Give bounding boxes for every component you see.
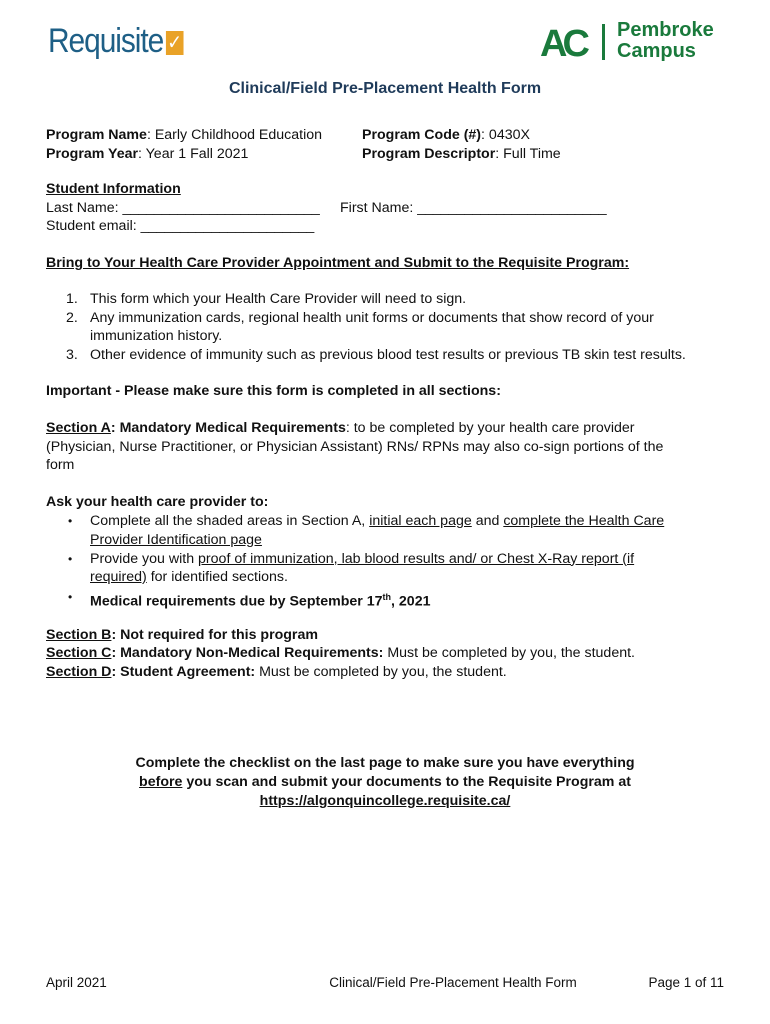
bullet-icon: • — [68, 551, 73, 566]
section-d — [46, 663, 507, 682]
program-code — [362, 126, 530, 145]
due-date-year: , 2021 — [391, 593, 431, 610]
campus-name — [617, 20, 714, 62]
section-d-title: : Student Agreement: — [111, 663, 256, 680]
program-descriptor — [362, 145, 561, 164]
program-name-label: Program Name — [46, 127, 147, 143]
section-a-text-3: form — [46, 457, 75, 473]
last-name-field[interactable]: Last Name: _________________________ — [46, 199, 320, 216]
bullet-text: for identified sections. — [146, 569, 288, 585]
section-b-label: Section B — [46, 626, 112, 643]
list-item — [0, 290, 770, 309]
requisite-logo — [48, 22, 183, 61]
checklist-line-1: Complete the checklist on the last page to make sure you have everything — [135, 755, 635, 771]
program-year-value: : Year 1 Fall 2021 — [138, 145, 249, 162]
program-year-label: Program Year — [46, 145, 139, 162]
section-a-label: Section A — [46, 420, 111, 436]
ac-logo-mark: AC — [540, 23, 585, 62]
program-year — [46, 145, 248, 164]
section-a-text: : to be completed by your health care provider — [345, 420, 635, 436]
section-b-title: : Not required for this program — [111, 626, 318, 643]
important-note: Important - Please make sure this form is completed in all sections: — [46, 383, 501, 399]
footer-title: Clinical/Field Pre-Placement Health Form — [329, 975, 577, 990]
program-code-label: Program Code (#) — [362, 127, 482, 143]
campus-line-2: Campus — [617, 40, 696, 62]
campus-line-1: Pembroke — [617, 19, 714, 41]
bullet-item — [0, 588, 770, 610]
bullet-text: Provide you with — [90, 550, 199, 567]
section-d-label: Section D — [46, 663, 112, 680]
section-c-text: Must be completed by you, the student. — [383, 645, 635, 661]
bullet-item — [0, 550, 770, 569]
initial-each-page-text: initial each page — [369, 513, 472, 529]
bullet-text-cont — [90, 568, 288, 587]
section-a-title: : Mandatory Medical Requirements — [110, 420, 346, 436]
list-item-text: This form which your Health Care Provider will need to sign. — [90, 291, 467, 307]
checklist-line-3 — [0, 792, 770, 811]
requisite-url-link[interactable]: https://algonquincollege.requisite.ca/ — [259, 793, 511, 809]
complete-provider-id-text: complete the Health Care — [503, 513, 665, 529]
footer-date: April 2021 — [46, 975, 107, 990]
list-item — [0, 346, 770, 365]
algonquin-college-logo — [540, 22, 592, 62]
footer-page-number: Page 1 of 11 — [648, 975, 724, 990]
list-item — [0, 309, 770, 328]
checklist-line-2 — [0, 773, 770, 792]
student-email-field[interactable]: Student email: ______________________ — [46, 218, 315, 234]
program-descriptor-value: : Full Time — [495, 145, 561, 162]
student-info-heading: Student Information — [46, 181, 181, 197]
checklist-text: you scan and submit your documents to the Requisite Program at — [182, 773, 631, 790]
program-descriptor-label: Program Descriptor — [362, 145, 496, 162]
list-number: 3. — [66, 346, 78, 363]
bullet-item — [0, 512, 770, 531]
complete-provider-id-text-cont: Provider Identification page — [90, 531, 262, 548]
section-c-label: Section C — [46, 645, 112, 661]
proof-of-immunization-text-cont: required) — [90, 569, 147, 585]
page-title: Clinical/Field Pre-Placement Health Form — [228, 80, 542, 97]
ask-provider-heading: Ask your health care provider to: — [46, 494, 269, 510]
list-number: 2. — [66, 309, 78, 326]
program-name — [46, 126, 322, 145]
bullet-icon: • — [68, 590, 73, 604]
section-c — [46, 644, 635, 663]
due-date-text: Medical requirements due by September 17 — [90, 593, 383, 610]
checkmark-icon: ✓ — [167, 32, 183, 54]
section-a — [46, 419, 635, 438]
list-item-text: Any immunization cards, regional health unit forms or documents that show record of your — [90, 309, 654, 326]
list-item-text: Other evidence of immunity such as previous blood test results or previous TB skin test results. — [90, 346, 686, 363]
section-b — [46, 626, 318, 645]
first-name-field[interactable]: First Name: ________________________ — [340, 199, 607, 216]
before-text: before — [139, 773, 183, 790]
program-code-value: : 0430X — [481, 127, 530, 143]
section-c-title: : Mandatory Non-Medical Requirements: — [111, 645, 384, 661]
section-a-text-2: (Physician, Nurse Practitioner, or Physician Assistant) RNs/ RPNs may also co-sign portions of the — [46, 438, 664, 455]
proof-of-immunization-text: proof of immunization, lab blood results and/ or Chest X-Ray report (if — [198, 550, 635, 567]
logo-divider — [602, 24, 605, 60]
due-date-sup: th — [382, 592, 392, 602]
program-name-value: : Early Childhood Education — [146, 127, 323, 143]
section-d-text: Must be completed by you, the student. — [255, 663, 507, 680]
list-number: 1. — [66, 291, 78, 307]
bullet-icon: • — [68, 514, 73, 528]
bullet-text: and — [471, 513, 504, 529]
list-item-text-cont: immunization history. — [90, 328, 223, 344]
requisite-logo-text: Requisite — [48, 22, 164, 60]
bullet-text: Complete all the shaded areas in Section A, — [90, 513, 370, 529]
bring-heading: Bring to Your Health Care Provider Appointment and Submit to the Requisite Program: — [46, 255, 630, 271]
